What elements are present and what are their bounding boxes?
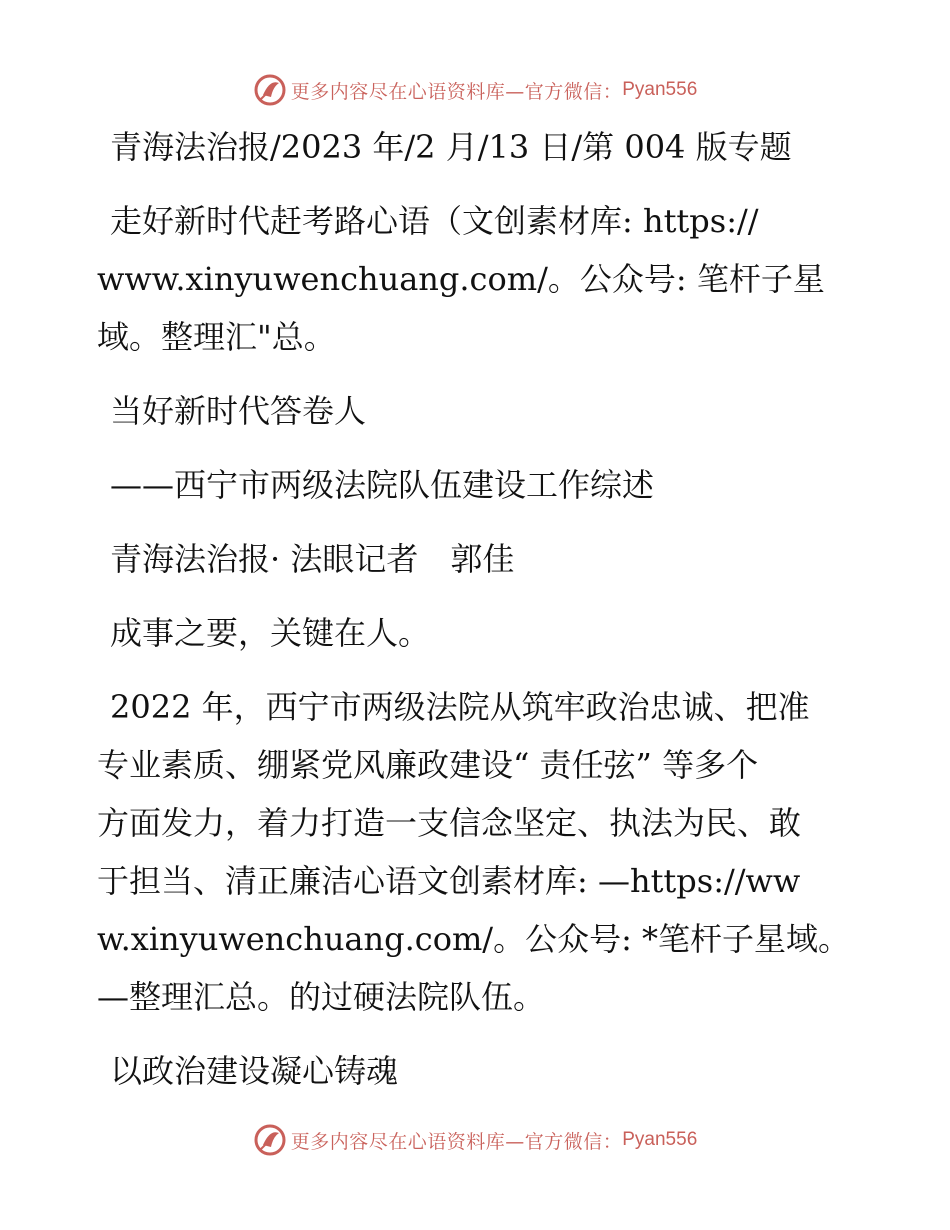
lead-paragraph: 成事之要，关键在人。 (110, 614, 431, 652)
promo-text: 更多内容尽在心语资料库—官方微信： (290, 80, 623, 103)
wechat-id: Pyan556 (622, 1129, 698, 1150)
body-line: 专业素质、绷紧党风廉政建设“ 责任弦” 等多个 (97, 746, 759, 784)
pen-swirl-logo-icon (253, 73, 287, 107)
body-line: 于担当、清正廉洁心语文创素材库: —https://ww (97, 862, 801, 900)
body-line: —整理汇总。的过硬法院队伍。 (97, 978, 546, 1016)
article-subtitle: ——西宁市两级法院队伍建设工作综述 (110, 466, 655, 504)
section-heading: 以政治建设凝心铸魂 (110, 1052, 399, 1090)
pen-swirl-logo-icon (253, 1123, 287, 1157)
subhead-line: www.xinyuwenchuang.com/。公众号: 笔杆子星 (97, 260, 825, 298)
wechat-id: Pyan556 (622, 79, 698, 100)
watermark-banner-top (0, 70, 950, 110)
body-line: 方面发力，着力打造一支信念坚定、执法为民、敢 (97, 804, 802, 842)
subhead-line: 域。整理汇"总。 (97, 318, 336, 356)
watermark-banner-bottom (0, 1120, 950, 1160)
body-line: 2022 年，西宁市两级法院从筑牢政治忠诚、把准 (110, 688, 810, 726)
document-body (97, 118, 857, 1100)
promo-text: 更多内容尽在心语资料库—官方微信： (290, 1130, 623, 1153)
subhead-line: 走好新时代赶考路心语（文创素材库: https:// (110, 202, 759, 240)
byline: 青海法治报· 法眼记者 郭佳 (110, 540, 515, 578)
article-title: 当好新时代答卷人 (110, 392, 367, 430)
body-line: w.xinyuwenchuang.com/。公众号: *笔杆子星域。 (97, 920, 851, 958)
dateline: 青海法治报/2023 年/2 月/13 日/第 004 版专题 (110, 128, 792, 166)
